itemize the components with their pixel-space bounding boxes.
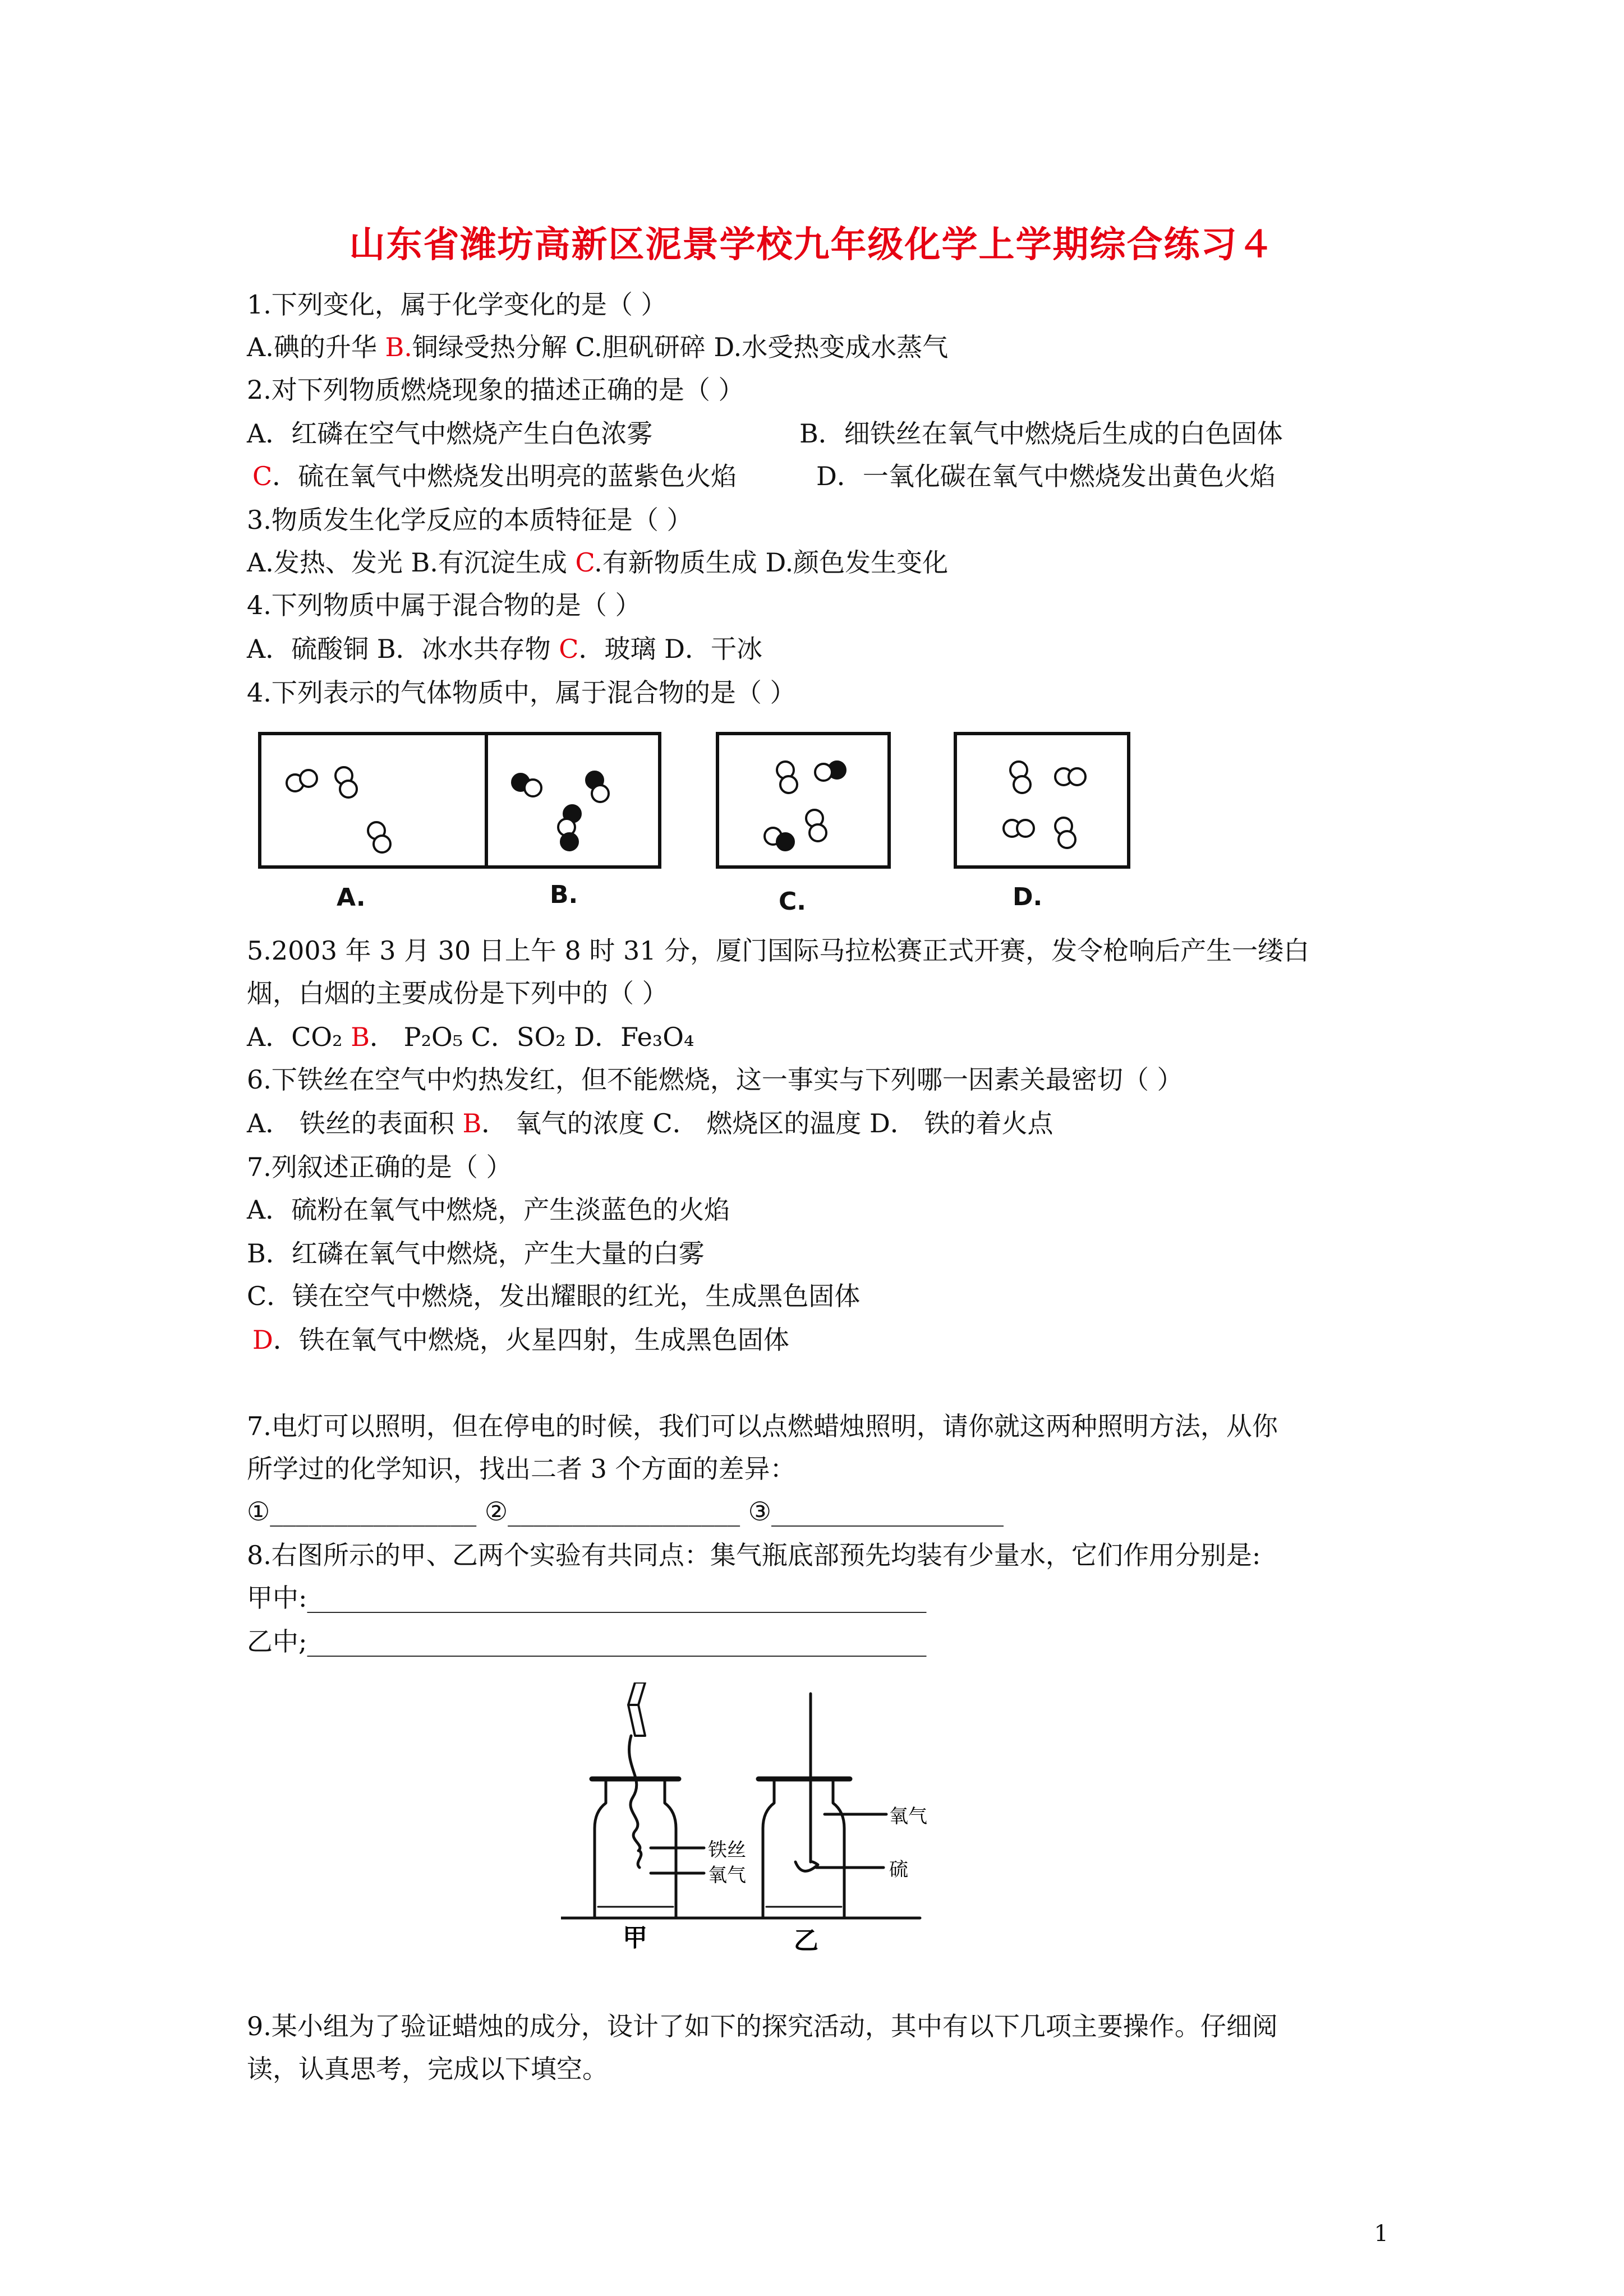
label-yi: 乙 [794, 1926, 818, 1955]
q7a-opt-d [252, 1327, 789, 1353]
q3-answer-letter: C [575, 547, 595, 578]
q7a-opt-b: B．红磷在氧气中燃烧，产生大量的白雾 [247, 1238, 705, 1269]
q8-jia-blank: 甲中:________________________________________________ [247, 1583, 927, 1613]
q8-yi-blank: 乙中;________________________________________________ [247, 1626, 927, 1657]
q5-line2: 烟，白烟的主要成份是下列中的（ ） [247, 978, 668, 1008]
label-oxygen-yi: 氧气 [889, 1805, 927, 1828]
q7b-blanks: ①________________ ②__________________ ③__________________ [247, 1496, 1004, 1527]
molecule-box-c [716, 732, 891, 869]
q4a-opt-cd: ．玻璃 D．干冰 [578, 634, 762, 664]
q3-opt-ab: A.发热、发光 B.有沉淀生成 [247, 547, 576, 578]
q5-line1: 5.2003 年 3 月 30 日上午 8 时 31 分，厦门国际马拉松赛正式开赛，发令枪响后产生一缕白 [247, 935, 1310, 966]
q5-opt-rest: ． P₂O₅ C．SO₂ D．Fe₃O₄ [370, 1022, 694, 1052]
page-number: 1 [1374, 2221, 1388, 2247]
gas-jar-figure [561, 1682, 987, 1957]
q5-options [247, 1024, 694, 1050]
q6-stem: 6.下铁丝在空气中灼热发红，但不能燃烧，这一事实与下列哪一因素关最密切（ ） [247, 1064, 1183, 1095]
q2-opt-c [252, 463, 737, 489]
q1-options [247, 334, 948, 360]
q2-opt-c-text: ．硫在氧气中燃烧发出明亮的蓝紫色火焰 [272, 461, 737, 491]
q2-opt-a: A．红磷在空气中燃烧产生白色浓雾 [247, 418, 653, 449]
q3-opt-cd: .有新物质生成 D.颜色发生变化 [594, 547, 949, 578]
q9-line1: 9.某小组为了验证蜡烛的成分，设计了如下的探究活动，其中有以下几项主要操作。仔细阅 [247, 2011, 1278, 2041]
q6-opt-a: A． 铁丝的表面积 [247, 1108, 463, 1138]
q5-opt-a: A．CO₂ [247, 1022, 351, 1052]
q2-stem: 2.对下列物质燃烧现象的描述正确的是（ ） [247, 375, 744, 405]
molecule-box-b [485, 732, 661, 869]
molecule-label-c: C. [779, 887, 807, 916]
label-iron-wire: 铁丝 [708, 1839, 746, 1861]
q2-opt-b: B．细铁丝在氧气中燃烧后生成的白色固体 [799, 418, 1283, 449]
molecules-c [719, 735, 887, 865]
q7b-line2: 所学过的化学知识，找出二者 3 个方面的差异： [247, 1454, 796, 1484]
page-title: 山东省潍坊高新区泥景学校九年级化学上学期综合练习４ [349, 224, 1275, 266]
label-oxygen-jia: 氧气 [708, 1864, 746, 1887]
q4a-options [247, 636, 762, 662]
q7a-answer-letter: D [252, 1325, 273, 1355]
q1-answer-letter: B. [385, 332, 412, 362]
q4b-stem: 4.下列表示的气体物质中，属于混合物的是（ ） [247, 677, 796, 708]
label-jia: 甲 [623, 1924, 647, 1952]
q4a-opt-ab: A．硫酸铜 B．冰水共存物 [247, 634, 559, 664]
q1-opt-a: A.碘的升华 [247, 332, 385, 362]
q1-opt-rest: 铜绿受热分解 C.胆矾研碎 D.水受热变成水蒸气 [412, 332, 949, 362]
q6-answer-letter: B [462, 1108, 482, 1138]
molecules-d [957, 735, 1127, 865]
q4a-stem: 4.下列物质中属于混合物的是（ ） [247, 590, 641, 620]
molecule-label-b: B. [550, 880, 578, 909]
q1-stem: 1.下列变化，属于化学变化的是（ ） [247, 289, 667, 320]
q8-stem: 8.右图所示的甲、乙两个实验有共同点：集气瓶底部预先均装有少量水，它们作用分别是: [247, 1540, 1261, 1570]
q7a-stem: 7.列叙述正确的是（ ） [247, 1152, 512, 1182]
q2-opt-d: D．一氧化碳在氧气中燃烧发出黄色火焰 [816, 461, 1276, 491]
q3-stem: 3.物质发生化学反应的本质特征是（ ） [247, 505, 693, 535]
q7b-line1: 7.电灯可以照明，但在停电的时候，我们可以点燃蜡烛照明，请你就这两种照明方法，从你 [247, 1411, 1278, 1441]
q6-options [247, 1110, 1053, 1136]
q7a-opt-a: A．硫粉在氧气中燃烧，产生淡蓝色的火焰 [247, 1195, 730, 1225]
q5-answer-letter: B [351, 1022, 370, 1052]
q7a-opt-c: C．镁在空气中燃烧，发出耀眼的红光，生成黑色固体 [247, 1281, 861, 1311]
q9-line2: 读，认真思考，完成以下填空。 [247, 2054, 608, 2084]
molecules-b [488, 735, 658, 865]
q4a-answer-letter: C [559, 634, 579, 664]
molecule-box-d [954, 732, 1130, 869]
q6-opt-rest: ． 氧气的浓度 C． 燃烧区的温度 D． 铁的着火点 [481, 1108, 1053, 1138]
q2-answer-letter: C [252, 461, 273, 491]
label-sulfur: 硫 [889, 1859, 908, 1881]
molecule-label-d: D. [1013, 883, 1043, 911]
molecule-label-a: A. [337, 883, 366, 912]
q3-options [247, 547, 949, 578]
q7a-opt-d-text: ．铁在氧气中燃烧，火星四射，生成黑色固体 [273, 1325, 789, 1355]
